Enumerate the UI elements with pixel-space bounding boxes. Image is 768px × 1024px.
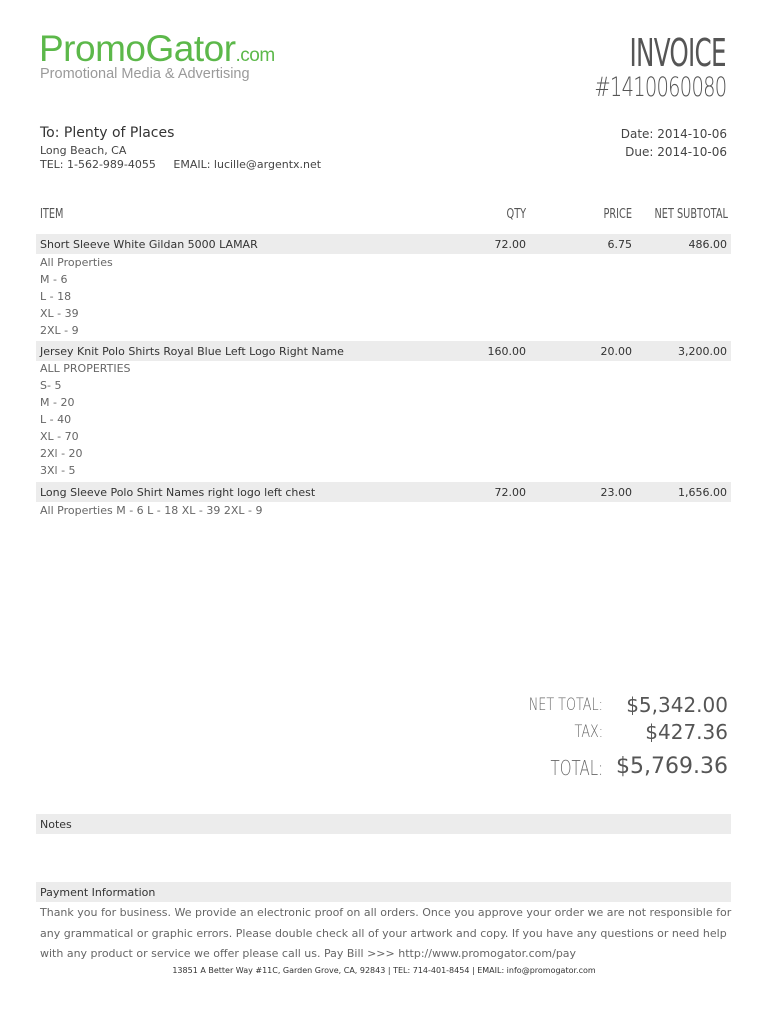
brand-suffix: .com [235,45,275,66]
item-detail-line: ALL PROPERTIES [40,362,131,375]
item-net-subtotal: 3,200.00 [678,345,727,358]
item-details [40,254,113,339]
company-footer: 13851 A Better Way #11C, Garden Grove, CA, 92843 | TEL: 714-401-8454 | EMAIL: info@promogator.com [172,966,596,975]
payment-header [36,882,731,902]
item-price: 23.00 [600,486,632,499]
invoice-number: #1410060080 [593,72,726,103]
item-detail-line: 3Xl - 5 [40,464,76,477]
item-detail-line: L - 40 [40,413,72,426]
brand-name: PromoGator [39,28,236,69]
item-price: 20.00 [600,345,632,358]
grand-total-value: $5,769.36 [616,754,728,779]
notes-header [36,814,731,834]
item-detail-line: 2XL - 9 [40,324,79,337]
tax-value: $427.36 [645,720,728,744]
item-price: 6.75 [607,238,632,251]
item-detail-line: All Properties [40,256,113,269]
table-row [36,234,731,254]
notes-label: Notes [40,818,72,831]
item-name: Long Sleeve Polo Shirt Names right logo left chest [40,486,316,499]
item-detail-line: XL - 70 [40,430,79,443]
item-detail-line: L - 18 [40,290,72,303]
item-net-subtotal: 486.00 [688,238,727,251]
payment-text: Thank you for business. We provide an electronic proof on all orders. Once you approve your order we are not responsible for any grammatical or graphic errors. Please double check all of your artwork and copy. If you have any questions or need help with any product or service we offer please call us. Pay Bill >>> http://www.promogator.com/pay [40,906,732,960]
item-details [40,360,131,479]
item-detail-line: M - 20 [40,396,75,409]
invoice-title: INVOICE [629,31,726,75]
item-name: Short Sleeve White Gildan 5000 LAMAR [40,238,258,251]
item-details [40,502,263,519]
table-row [36,482,731,502]
item-qty: 72.00 [494,238,526,251]
item-net-subtotal: 1,656.00 [678,486,727,499]
bill-to-city: Long Beach, CA [40,144,127,157]
item-detail-line: All Properties M - 6 L - 18 XL - 39 2XL - 9 [40,504,263,517]
net-total-value: $5,342.00 [626,693,728,717]
item-qty: 72.00 [494,486,526,499]
tax-label: TAX: [574,722,603,742]
item-detail-line: M - 6 [40,273,68,286]
net-total-label: NET TOTAL: [528,695,603,715]
item-detail-line: 2Xl - 20 [40,447,83,460]
table-row [36,341,731,361]
invoice-due-date: Due: 2014-10-06 [625,145,727,159]
column-header-net-subtotal: NET SUBTOTAL [654,207,728,222]
item-detail-line: S- 5 [40,379,62,392]
invoice-date: Date: 2014-10-06 [620,127,727,141]
bill-to-contact: TEL: 1-562-989-4055 EMAIL: lucille@argentx.net [40,158,322,171]
column-header-item: ITEM [40,207,64,222]
item-qty: 160.00 [487,345,526,358]
brand-tagline: Promotional Media & Advertising [40,66,250,82]
item-name: Jersey Knit Polo Shirts Royal Blue Left Logo Right Name [40,345,344,358]
item-detail-line: XL - 39 [40,307,79,320]
brand-logo [39,30,275,67]
column-header-qty: QTY [506,207,526,222]
bill-to-name: To: Plenty of Places [40,125,175,141]
payment-label: Payment Information [40,886,156,899]
column-header-price: PRICE [603,207,632,222]
grand-total-label: TOTAL: [550,756,603,780]
